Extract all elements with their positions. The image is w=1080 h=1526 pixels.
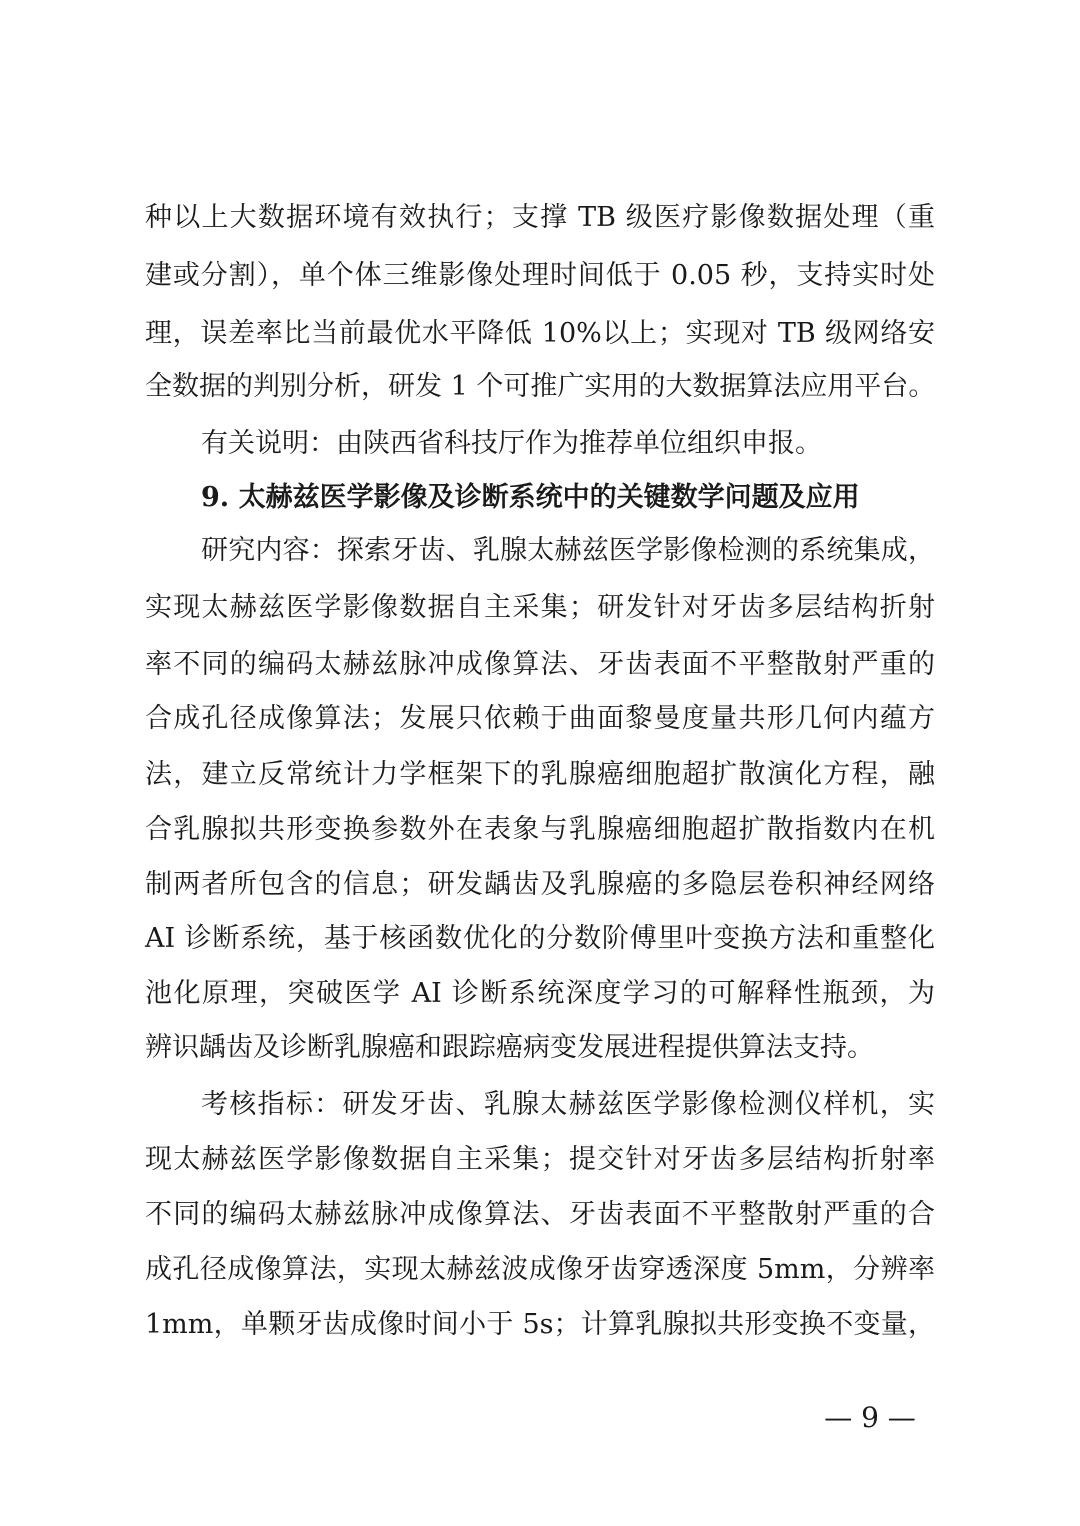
text-line: 辨识龋齿及诊断乳腺癌和跟踪癌病变发展进程提供算法支持。 bbox=[145, 1032, 874, 1063]
text-line: 率不同的编码太赫兹脉冲成像算法、牙齿表面不平整散射严重的 bbox=[145, 649, 935, 680]
text-line: 制两者所包含的信息；研发龋齿及乳腺癌的多隐层卷积神经网络 bbox=[145, 869, 935, 900]
text-line: 不同的编码太赫兹脉冲成像算法、牙齿表面不平整散射严重的合 bbox=[145, 1199, 935, 1230]
text-line: 1mm，单颗牙齿成像时间小于 5s；计算乳腺拟共形变换不变量， bbox=[145, 1309, 935, 1340]
section-heading: 9. 太赫兹医学影像及诊断系统中的关键数学问题及应用 bbox=[201, 482, 860, 513]
text-line: 池化原理，突破医学 AI 诊断系统深度学习的可解释性瓶颈，为 bbox=[145, 978, 935, 1009]
text-line: 实现太赫兹医学影像数据自主采集；研发针对牙齿多层结构折射 bbox=[145, 592, 935, 623]
text-line: 建或分割），单个体三维影像处理时间低于 0.05 秒，支持实时处 bbox=[145, 260, 935, 291]
note-line: 有关说明：由陕西省科技厅作为推荐单位组织申报。 bbox=[201, 428, 822, 459]
text-line: 种以上大数据环境有效执行；支撑 TB 级医疗影像数据处理（重 bbox=[145, 202, 935, 233]
text-line: 研究内容：探索牙齿、乳腺太赫兹医学影像检测的系统集成， bbox=[201, 535, 935, 566]
text-line: 法，建立反常统计力学框架下的乳腺癌细胞超扩散演化方程，融 bbox=[145, 759, 935, 790]
page-number: — 9 — bbox=[824, 1401, 916, 1434]
text-line: 现太赫兹医学影像数据自主采集；提交针对牙齿多层结构折射率 bbox=[145, 1144, 935, 1175]
text-line: AI 诊断系统，基于核函数优化的分数阶傅里叶变换方法和重整化 bbox=[145, 923, 935, 954]
text-line: 全数据的判别分析，研发 1 个可推广实用的大数据算法应用平台。 bbox=[145, 371, 936, 402]
text-line: 理，误差率比当前最优水平降低 10%以上；实现对 TB 级网络安 bbox=[145, 318, 935, 349]
text-line: 合乳腺拟共形变换参数外在表象与乳腺癌细胞超扩散指数内在机 bbox=[145, 814, 935, 845]
text-line: 成孔径成像算法，实现太赫兹波成像牙齿穿透深度 5mm，分辨率 bbox=[145, 1254, 935, 1285]
text-line: 合成孔径成像算法；发展只依赖于曲面黎曼度量共形几何内蕴方 bbox=[145, 703, 935, 734]
text-line: 考核指标：研发牙齿、乳腺太赫兹医学影像检测仪样机，实 bbox=[201, 1089, 935, 1120]
